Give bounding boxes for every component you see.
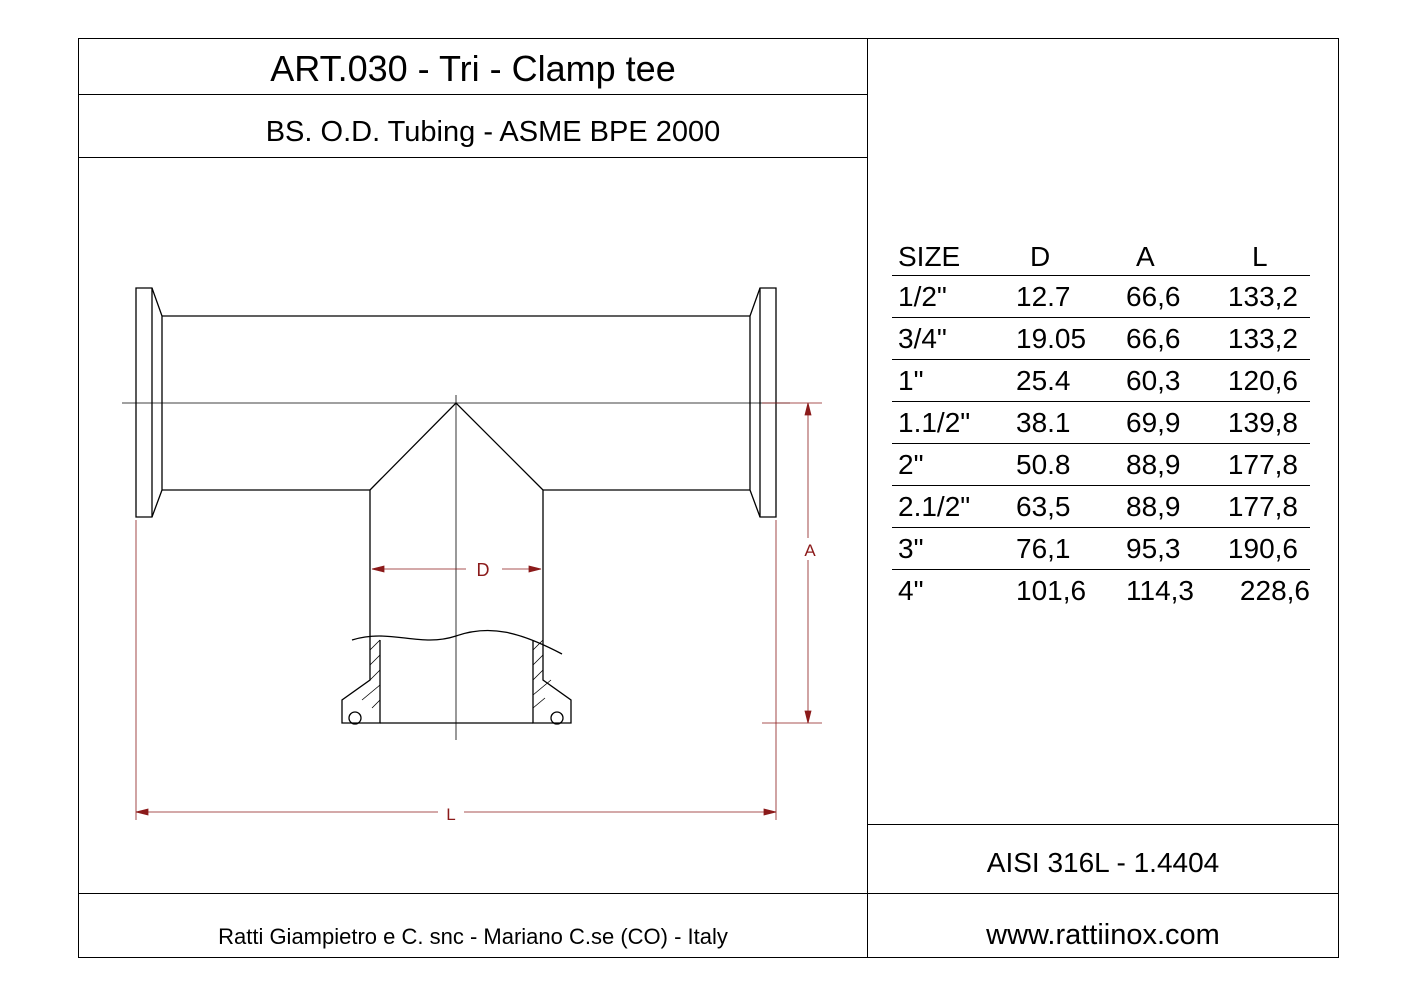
cell-d: 76,1 bbox=[1016, 533, 1071, 564]
table-row bbox=[892, 570, 1322, 611]
cell-l: 139,8 bbox=[1227, 407, 1298, 438]
cell-d: 38.1 bbox=[1016, 407, 1071, 438]
cell-d: 19.05 bbox=[1016, 323, 1087, 354]
run-pipe-bottom-left bbox=[162, 490, 370, 640]
cell-l: 177,8 bbox=[1227, 491, 1298, 522]
ferrule-groove-right bbox=[551, 712, 563, 724]
table-row bbox=[892, 276, 1310, 318]
cell-l: 120,6 bbox=[1227, 365, 1298, 396]
cell-a: 88,9 bbox=[1126, 449, 1181, 480]
cell-l: 228,6 bbox=[1239, 575, 1310, 606]
cell-a: 66,6 bbox=[1126, 281, 1181, 312]
company-footer: Ratti Giampietro e C. snc - Mariano C.se (CO) - Italy bbox=[218, 924, 728, 949]
header-a: A bbox=[1136, 241, 1155, 272]
website-link[interactable]: www.rattiinox.com bbox=[986, 919, 1220, 951]
cell-size: 1.1/2" bbox=[898, 407, 971, 438]
right-clamp-flange bbox=[750, 288, 776, 517]
table-header-row bbox=[892, 234, 1310, 276]
table-row bbox=[892, 528, 1310, 570]
header-d: D bbox=[1030, 241, 1051, 272]
page-subtitle: BS. O.D. Tubing - ASME BPE 2000 bbox=[265, 116, 721, 148]
branch-ferrule-left bbox=[342, 640, 380, 723]
cell-a: 60,3 bbox=[1126, 365, 1181, 396]
ferrule-groove-left bbox=[349, 712, 361, 724]
cell-d: 101,6 bbox=[1016, 575, 1087, 606]
table-row bbox=[892, 360, 1310, 402]
cell-l: 133,2 bbox=[1227, 323, 1298, 354]
table-row bbox=[892, 318, 1310, 360]
cell-d: 63,5 bbox=[1016, 491, 1071, 522]
cell-size: 2.1/2" bbox=[898, 491, 971, 522]
dim-label-l: L bbox=[446, 805, 456, 824]
dim-label-a: A bbox=[804, 541, 816, 560]
branch-intersection bbox=[370, 403, 543, 490]
table-row bbox=[892, 486, 1310, 528]
cell-size: 1/2" bbox=[898, 281, 947, 312]
cell-a: 114,3 bbox=[1126, 575, 1194, 606]
cell-d: 12.7 bbox=[1016, 281, 1071, 312]
header-l: L bbox=[1252, 241, 1268, 272]
break-line bbox=[352, 630, 562, 654]
cell-size: 4" bbox=[898, 575, 924, 606]
cell-l: 190,6 bbox=[1227, 533, 1298, 564]
cell-size: 3" bbox=[898, 533, 924, 564]
cell-a: 69,9 bbox=[1126, 407, 1181, 438]
branch-ferrule-right bbox=[533, 640, 571, 723]
cell-d: 50.8 bbox=[1016, 449, 1071, 480]
material-spec: AISI 316L - 1.4404 bbox=[986, 847, 1220, 878]
dimension-table bbox=[892, 234, 1322, 611]
dim-label-d: D bbox=[476, 560, 490, 580]
page-title: ART.030 - Tri - Clamp tee bbox=[270, 48, 676, 89]
left-clamp-flange bbox=[136, 288, 162, 517]
cell-l: 177,8 bbox=[1227, 449, 1298, 480]
cell-d: 25.4 bbox=[1016, 365, 1071, 396]
table-row bbox=[892, 444, 1310, 486]
table-row bbox=[892, 402, 1310, 444]
run-pipe-bottom-right bbox=[543, 490, 750, 640]
cell-size: 1" bbox=[898, 365, 924, 396]
cell-l: 133,2 bbox=[1227, 281, 1298, 312]
cell-size: 2" bbox=[898, 449, 924, 480]
cell-size: 3/4" bbox=[898, 323, 947, 354]
header-size: SIZE bbox=[898, 241, 961, 272]
cell-a: 88,9 bbox=[1126, 491, 1181, 522]
cell-a: 95,3 bbox=[1126, 533, 1181, 564]
cell-a: 66,6 bbox=[1126, 323, 1181, 354]
